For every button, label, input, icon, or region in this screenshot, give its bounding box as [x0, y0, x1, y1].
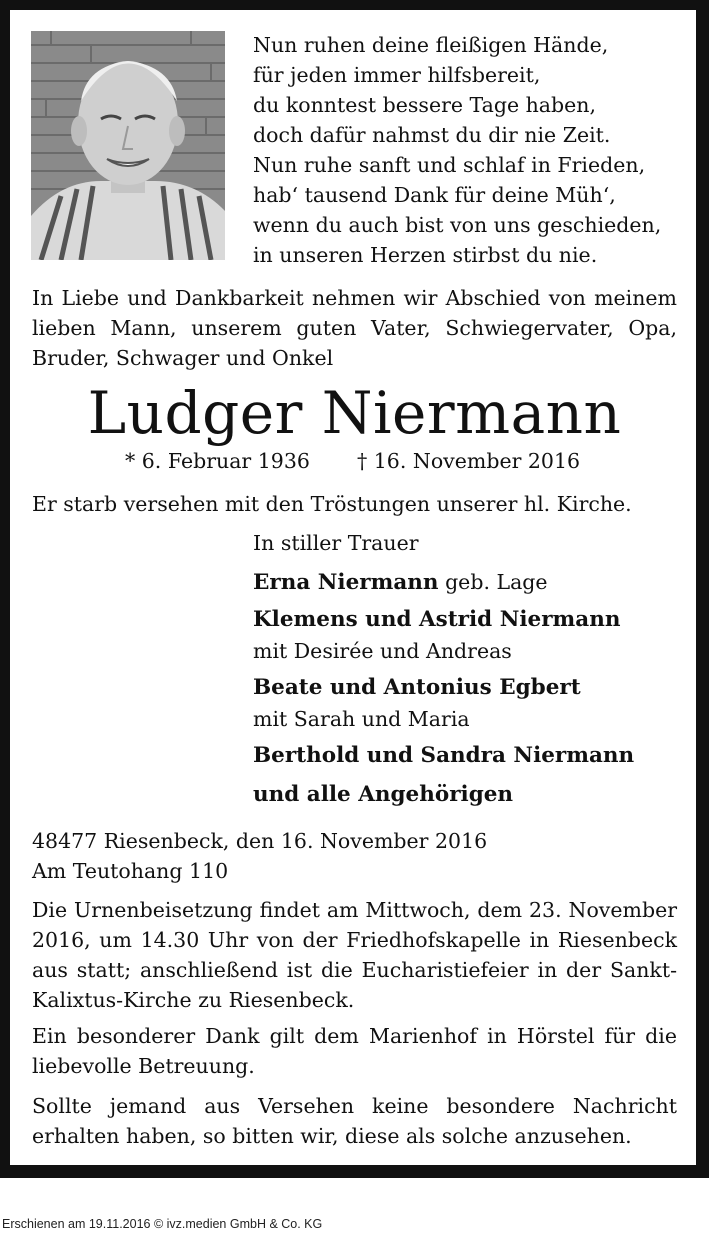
thanks-line: Ein besonderer Dank gilt dem Marienhof in Hörstel für die: [32, 1024, 677, 1048]
poem-line: in unseren Herzen stirbst du nie.: [253, 243, 598, 267]
poem-line: wenn du auch bist von uns geschieden,: [253, 213, 662, 237]
poem-line: hab‘ tausend Dank für deine Müh‘,: [253, 183, 616, 207]
poem-line: Nun ruhen deine fleißigen Hände,: [253, 33, 609, 57]
thanks-line: liebevolle Betreuung.: [32, 1054, 255, 1078]
intro-line: In Liebe und Dankbarkeit nehmen wir Abschied von meinem: [32, 286, 677, 310]
poem-line: Nun ruhe sanft und schlaf in Frieden,: [253, 153, 646, 177]
mourner-name: Berthold und Sandra Niermann: [253, 743, 635, 768]
death-date: † 16. November 2016: [357, 449, 581, 473]
funeral-line: Kalixtus-Kirche zu Riesenbeck.: [32, 988, 355, 1012]
notice-line: erhalten haben, so bitten wir, diese als solche anzusehen.: [32, 1124, 632, 1148]
portrait-photo: [31, 31, 225, 260]
poem-line: doch dafür nahmst du dir nie Zeit.: [253, 123, 611, 147]
funeral-text: [32, 895, 677, 1015]
funeral-line: aus statt; anschließend ist die Eucharistiefeier in der Sankt-: [32, 958, 677, 982]
notice-line: Sollte jemand aus Versehen keine besondere Nachricht: [32, 1094, 677, 1118]
mourner-name: Erna Niermann: [253, 570, 439, 595]
mourner-subline: mit Sarah und Maria: [253, 707, 470, 731]
mourner-wife: [253, 567, 548, 598]
intro-line: Bruder, Schwager und Onkel: [32, 346, 334, 370]
funeral-line: Die Urnenbeisetzung findet am Mittwoch, dem 23. November: [32, 898, 677, 922]
mourner-name: Klemens und Astrid Niermann: [253, 607, 621, 632]
maiden-name: geb. Lage: [438, 570, 548, 594]
deceased-name: Ludger Niermann: [87, 379, 622, 447]
mourner-subline: mit Desirée und Andreas: [253, 639, 512, 663]
mourner-name: Beate und Antonius Egbert: [253, 675, 581, 700]
intro-line: lieben Mann, unserem guten Vater, Schwiegervater, Opa,: [32, 316, 677, 340]
funeral-line: 2016, um 14.30 Uhr von der Friedhofskapelle in Riesenbeck: [32, 928, 677, 952]
thanks-text: [32, 1021, 677, 1081]
mourner-name: und alle Angehörigen: [253, 782, 514, 807]
notice-text: [32, 1091, 677, 1151]
poem-line: du konntest bessere Tage haben,: [253, 93, 597, 117]
publication-footer: Erschienen am 19.11.2016 © ivz.medien GmbH & Co. KG: [2, 1217, 323, 1231]
place-date: 48477 Riesenbeck, den 16. November 2016: [32, 829, 488, 853]
sacrament-text: Er starb versehen mit den Tröstungen unserer hl. Kirche.: [32, 492, 632, 516]
mourning-heading: In stiller Trauer: [253, 531, 419, 555]
intro-text: [32, 283, 677, 373]
birth-date: * 6. Februar 1936: [125, 449, 310, 473]
poem-line: für jeden immer hilfsbereit,: [253, 63, 541, 87]
street-address: Am Teutohang 110: [32, 859, 229, 883]
poem: [253, 30, 661, 270]
